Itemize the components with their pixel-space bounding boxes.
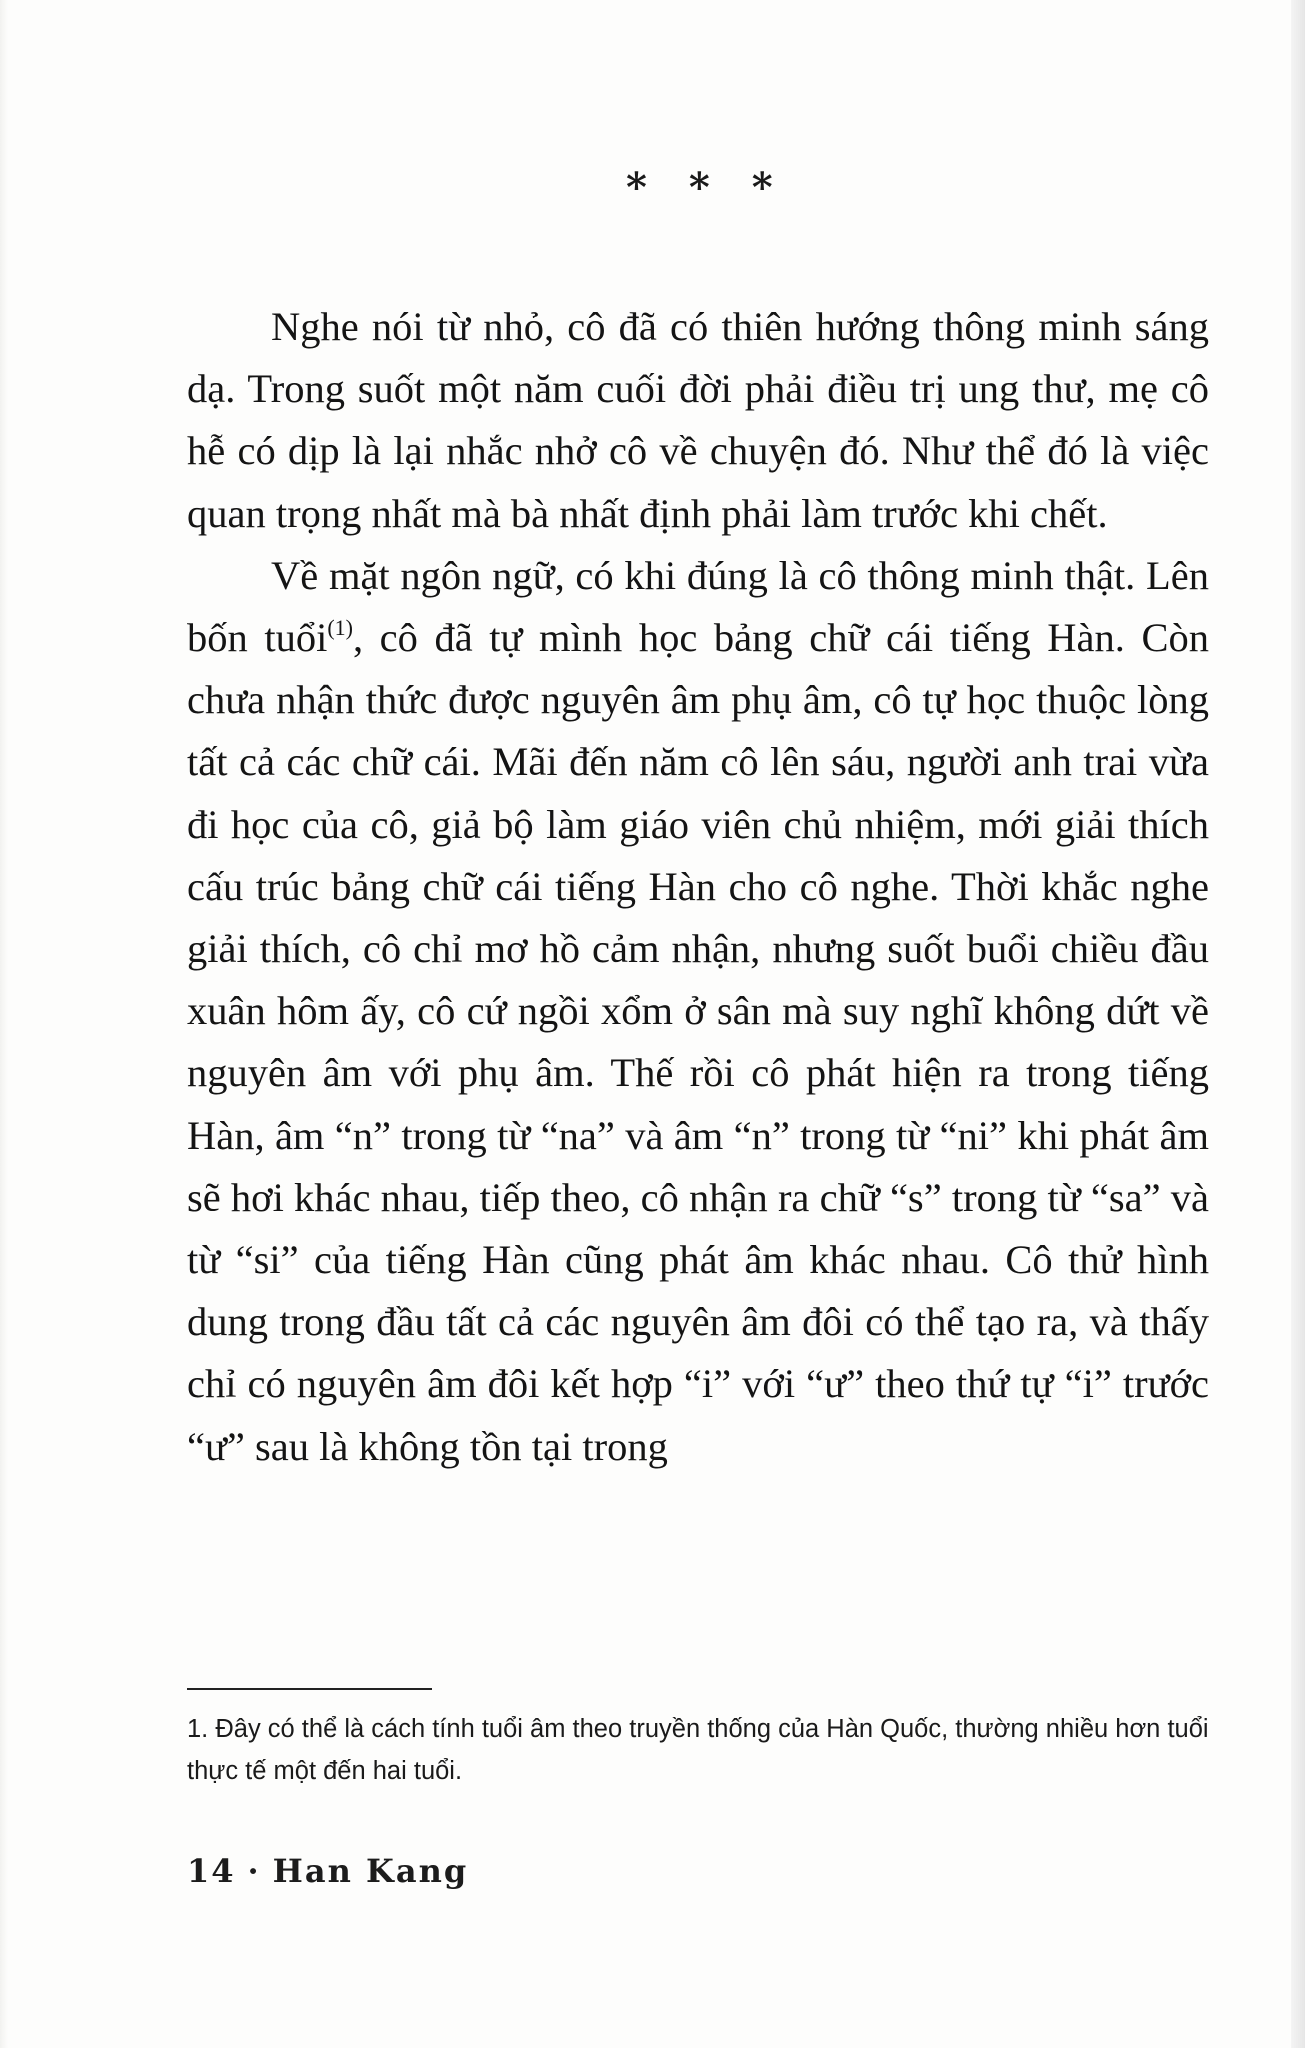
footer-separator: ·: [247, 1852, 261, 1890]
paragraph-2-part-1: Về mặt ngôn ngữ, có khi đúng là cô thông minh thật. Lên bốn tuổi: [187, 552, 1209, 661]
paragraph-2-part-2: , cô đã tự mình học bảng chữ cái tiếng Hàn. Còn chưa nhận thức được nguyên âm phụ âm, cô tự học thuộc lòng tất cả các chữ cái. Mãi đến năm cô lên sáu, người anh trai vừa đi học của cô, giả bộ làm giáo viên chủ nhiệm, mới giải thích cấu trúc bảng chữ cái tiếng Hàn cho cô nghe. Thời khắc nghe giải thích, cô chỉ mơ hồ cảm nhận, nhưng suốt buổi chiều đầu xuân hôm ấy, cô cứ ngồi xổm ở sân mà suy nghĩ không dứt về nguyên âm với phụ âm. Thế rồi cô phát hiện ra trong tiếng Hàn, âm “n” trong từ “na” và âm “n” trong từ “ni” khi phát âm sẽ hơi khác nhau, tiếp theo, cô nhận ra chữ “s” trong từ “sa” và từ “si” của tiếng Hàn cũng phát âm khác nhau. Cô thử hình dung trong đầu tất cả các nguyên âm đôi có thể tạo ra, và thấy chỉ có nguyên âm đôi kết hợp “i” với “ư” theo thứ tự “i” trước “ư” sau là không tồn tại trong: [187, 615, 1209, 1469]
page-number: 14: [187, 1852, 236, 1890]
body-text: [187, 296, 1209, 1478]
footnote-reference-marker: (1): [327, 615, 353, 641]
page-right-edge-shadow: [1291, 0, 1305, 2048]
paragraph-2: [187, 545, 1209, 1478]
section-separator: * * *: [626, 164, 787, 211]
running-footer: [187, 1852, 468, 1890]
footer-author: Han Kang: [272, 1852, 469, 1890]
page-left-edge-shadow: [0, 0, 8, 2048]
footnote-text: 1. Đây có thể là cách tính tuổi âm theo truyền thống của Hàn Quốc, thường nhiều hơn tuổi thực tế một đến hai tuổi.: [187, 1715, 1209, 1785]
footnote-divider: [187, 1688, 432, 1690]
paragraph-1: Nghe nói từ nhỏ, cô đã có thiên hướng thông minh sáng dạ. Trong suốt một năm cuối đời phải điều trị ung thư, mẹ cô hễ có dịp là lại nhắc nhở cô về chuyện đó. Như thể đó là việc quan trọng nhất mà bà nhất định phải làm trước khi chết.: [187, 304, 1209, 536]
